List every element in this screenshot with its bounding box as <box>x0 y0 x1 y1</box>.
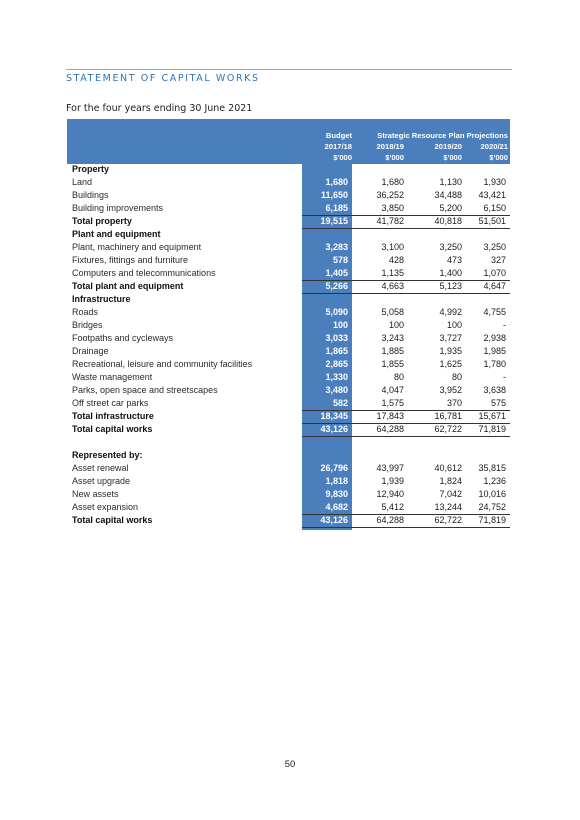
budget-value: 5,266 <box>325 281 348 291</box>
row-label: Building improvements <box>72 203 164 213</box>
budget-value: 3,283 <box>325 242 348 252</box>
header-budget: Budget <box>325 131 352 140</box>
projection-value: 5,123 <box>439 281 462 291</box>
budget-value: 4,682 <box>325 502 348 512</box>
table-row <box>72 372 510 385</box>
projection-value: 1,985 <box>483 346 506 356</box>
budget-value: 578 <box>332 255 348 265</box>
projection-value: 7,042 <box>439 489 462 499</box>
projection-value: 64,288 <box>376 515 404 525</box>
projection-value: 473 <box>446 255 462 265</box>
projection-value: - <box>503 320 506 330</box>
row-label: Footpaths and cycleways <box>72 333 174 343</box>
section-heading-row <box>72 164 510 177</box>
row-label: New assets <box>72 489 119 499</box>
table-row <box>72 333 510 346</box>
projection-value: 575 <box>490 398 506 408</box>
projection-value: 1,070 <box>483 268 506 278</box>
projection-value: 34,488 <box>434 190 462 200</box>
row-label: Total capital works <box>72 515 153 525</box>
projection-value: 1,930 <box>483 177 506 187</box>
table-row <box>72 489 510 502</box>
projection-value: 12,940 <box>376 489 404 499</box>
projection-value: 3,100 <box>381 242 404 252</box>
total-rule <box>302 423 510 424</box>
projection-value: 4,647 <box>483 281 506 291</box>
projection-value: 100 <box>388 320 404 330</box>
table-row <box>72 385 510 398</box>
row-label: Infrastructure <box>72 294 131 304</box>
row-label: Bridges <box>72 320 103 330</box>
budget-value: 18,345 <box>320 411 348 421</box>
budget-value: 3,033 <box>325 333 348 343</box>
budget-value: 9,830 <box>325 489 348 499</box>
projection-value: 1,400 <box>439 268 462 278</box>
projection-value: 1,135 <box>381 268 404 278</box>
row-label: Fixtures, fittings and furniture <box>72 255 189 265</box>
budget-value: 1,680 <box>325 177 348 187</box>
budget-value: 43,126 <box>320 424 348 434</box>
table-row <box>72 359 510 372</box>
projection-value: 10,016 <box>478 489 506 499</box>
section-heading-row <box>72 229 510 242</box>
projection-value: 1,130 <box>439 177 462 187</box>
projection-value: 4,047 <box>381 385 404 395</box>
projection-value: 80 <box>451 372 462 382</box>
projection-value: 1,780 <box>483 359 506 369</box>
page-number: 50 <box>284 759 296 770</box>
row-label: Plant, machinery and equipment <box>72 242 202 252</box>
budget-value: 2,865 <box>325 359 348 369</box>
projection-value: 71,819 <box>478 515 506 525</box>
header-unit-2: $'000 <box>443 153 462 162</box>
projection-value: 16,781 <box>434 411 462 421</box>
projection-value: 1,939 <box>381 476 404 486</box>
projection-value: - <box>503 372 506 382</box>
row-label: Property <box>72 164 110 174</box>
projection-value: 1,575 <box>381 398 404 408</box>
projection-value: 428 <box>388 255 404 265</box>
row-label: Computers and telecommunications <box>72 268 216 278</box>
row-label: Buildings <box>72 190 109 200</box>
row-label: Drainage <box>72 346 109 356</box>
budget-value: 1,405 <box>325 268 348 278</box>
header-srp: Strategic Resource Plan Projections <box>377 131 508 140</box>
total-rule <box>302 280 510 281</box>
projection-value: 1,625 <box>439 359 462 369</box>
projection-value: 3,250 <box>439 242 462 252</box>
projection-value: 3,952 <box>439 385 462 395</box>
projection-value: 327 <box>490 255 506 265</box>
row-label: Asset expansion <box>72 502 139 512</box>
table-row <box>72 190 510 203</box>
projection-value: 1,680 <box>381 177 404 187</box>
projection-value: 3,850 <box>381 203 404 213</box>
projection-value: 62,722 <box>434 424 462 434</box>
projection-value: 1,236 <box>483 476 506 486</box>
total-rule <box>302 293 510 294</box>
spacer-row <box>72 437 510 450</box>
projection-value: 6,150 <box>483 203 506 213</box>
header-unit-1: $'000 <box>385 153 404 162</box>
table-subtitle: For the four years ending 30 June 2021 <box>66 103 253 114</box>
budget-value: 1,330 <box>325 372 348 382</box>
budget-value: 6,185 <box>325 203 348 213</box>
projection-value: 62,722 <box>434 515 462 525</box>
row-label: Represented by: <box>72 450 143 460</box>
table-row <box>72 307 510 320</box>
projection-value: 1,824 <box>439 476 462 486</box>
projection-value: 40,612 <box>434 463 462 473</box>
header-year-3: 2020/21 <box>480 142 508 151</box>
table-row <box>72 346 510 359</box>
projection-value: 43,421 <box>478 190 506 200</box>
section-title: STATEMENT OF CAPITAL WORKS <box>66 73 260 84</box>
projection-value: 100 <box>446 320 462 330</box>
title-rule <box>66 69 512 70</box>
projection-value: 1,855 <box>381 359 404 369</box>
budget-value: 5,090 <box>325 307 348 317</box>
total-rule <box>302 436 510 437</box>
projection-value: 43,997 <box>376 463 404 473</box>
budget-value: 26,796 <box>320 463 348 473</box>
header-year-1: 2018/19 <box>376 142 404 151</box>
projection-value: 2,938 <box>483 333 506 343</box>
budget-value: 582 <box>332 398 348 408</box>
projection-value: 5,200 <box>439 203 462 213</box>
table-row <box>72 476 510 489</box>
projection-value: 1,885 <box>381 346 404 356</box>
section-heading-row <box>72 294 510 307</box>
projection-value: 41,782 <box>376 216 404 226</box>
budget-value: 19,515 <box>320 216 348 226</box>
projection-value: 3,243 <box>381 333 404 343</box>
budget-value: 11,650 <box>320 190 348 200</box>
row-label: Total capital works <box>72 424 153 434</box>
projection-value: 5,058 <box>381 307 404 317</box>
section-heading-row <box>72 450 510 463</box>
budget-value: 100 <box>332 320 348 330</box>
projection-value: 3,638 <box>483 385 506 395</box>
total-rule <box>302 514 510 515</box>
header-year-2: 2019/20 <box>434 142 462 151</box>
projection-value: 3,250 <box>483 242 506 252</box>
projection-value: 15,671 <box>478 411 506 421</box>
row-label: Total infrastructure <box>72 411 154 421</box>
row-label: Total plant and equipment <box>72 281 184 291</box>
row-label: Off street car parks <box>72 398 149 408</box>
total-rule <box>302 410 510 411</box>
projection-value: 36,252 <box>376 190 404 200</box>
row-label: Plant and equipment <box>72 229 161 239</box>
projection-value: 40,818 <box>434 216 462 226</box>
total-rule <box>302 527 510 528</box>
header-unit-3: $'000 <box>489 153 508 162</box>
table-row <box>72 463 510 476</box>
projection-value: 80 <box>393 372 404 382</box>
projection-value: 24,752 <box>478 502 506 512</box>
budget-value: 1,818 <box>325 476 348 486</box>
row-label: Land <box>72 177 93 187</box>
table-row <box>72 242 510 255</box>
row-label: Asset renewal <box>72 463 129 473</box>
projection-value: 4,663 <box>381 281 404 291</box>
budget-value: 1,865 <box>325 346 348 356</box>
projection-value: 3,727 <box>439 333 462 343</box>
projection-value: 5,412 <box>381 502 404 512</box>
projection-value: 4,992 <box>439 307 462 317</box>
total-rule <box>302 215 510 216</box>
row-label: Waste management <box>72 372 153 382</box>
projection-value: 51,501 <box>478 216 506 226</box>
budget-value: 43,126 <box>320 515 348 525</box>
header-unit-0: $'000 <box>333 153 352 162</box>
projection-value: 370 <box>446 398 462 408</box>
table-row <box>72 320 510 333</box>
row-label: Total property <box>72 216 132 226</box>
projection-value: 64,288 <box>376 424 404 434</box>
row-label: Asset upgrade <box>72 476 131 486</box>
total-rule <box>302 228 510 229</box>
row-label: Roads <box>72 307 99 317</box>
projection-value: 1,935 <box>439 346 462 356</box>
projection-value: 13,244 <box>434 502 462 512</box>
budget-value: 3,480 <box>325 385 348 395</box>
row-label: Recreational, leisure and community facilities <box>72 359 253 369</box>
table-row <box>72 255 510 268</box>
projection-value: 35,815 <box>478 463 506 473</box>
projection-value: 17,843 <box>376 411 404 421</box>
table-row <box>72 177 510 190</box>
projection-value: 4,755 <box>483 307 506 317</box>
projection-value: 71,819 <box>478 424 506 434</box>
row-label: Parks, open space and streetscapes <box>72 385 218 395</box>
header-year-0: 2017/18 <box>324 142 352 151</box>
